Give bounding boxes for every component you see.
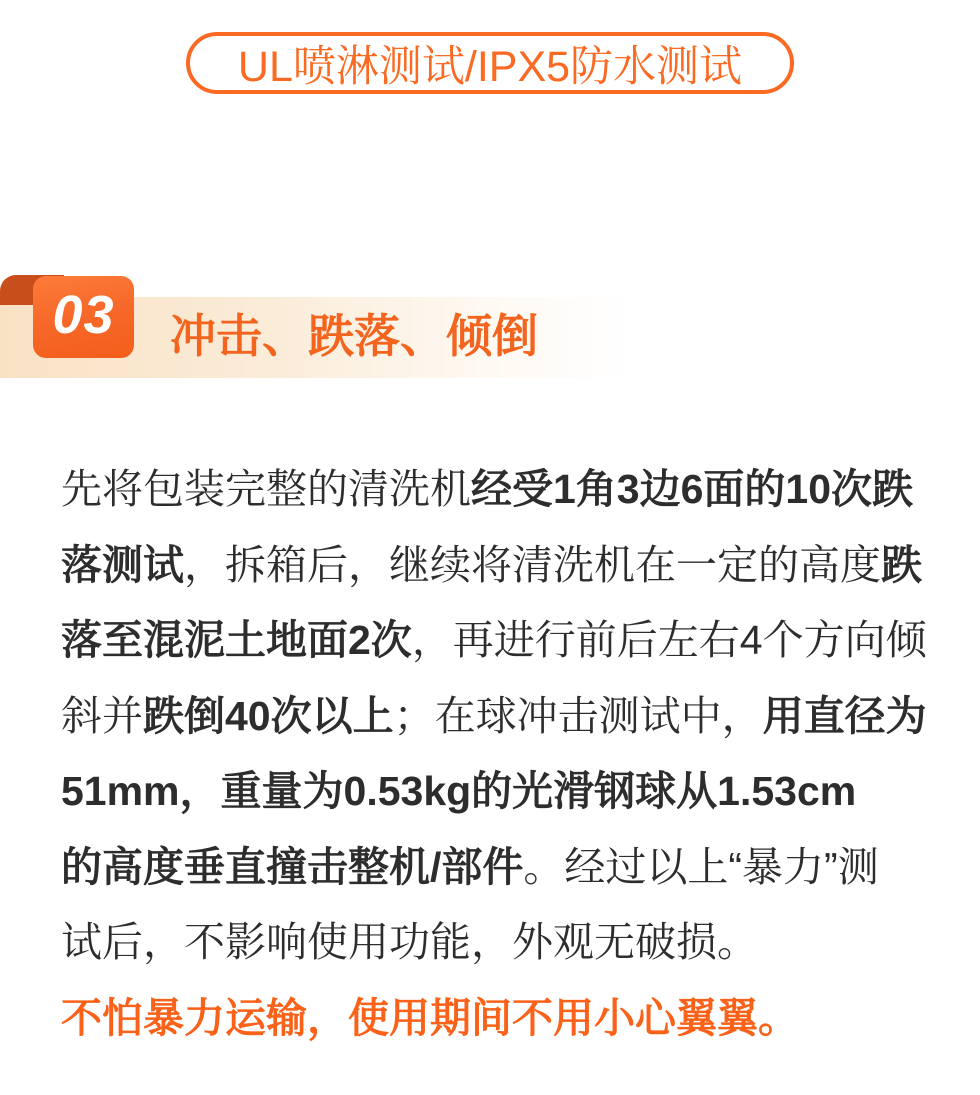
section-title: 冲击、跌落、倾倒 [170,310,538,362]
highlight-text-segment: 不怕暴力运输，使用期间不用小心翼翼。 [61,994,799,1041]
section-number-badge [33,276,134,358]
text-segment: 用直径为 [762,692,927,739]
section-number: 03 [52,285,115,345]
text-segment: 51mm，重量为0.53kg的光滑钢球从1.53cm [61,768,857,814]
text-segment: 落至混泥土地面2次 [61,617,412,663]
paragraph-line [61,452,941,528]
paragraph-line [61,679,941,755]
paragraph-line [61,981,941,1057]
text-segment: ；在球冲击测试中， [393,692,763,739]
text-segment: 的高度垂直撞击整机/部件 [61,843,524,890]
paragraph-line [61,830,941,906]
text-segment: 。经过以上“暴力”测 [523,843,879,890]
waterproof-test-label: UL喷淋测试/IPX5防水测试 [237,42,743,91]
text-segment: 跌倒40次以上 [143,692,394,739]
paragraph-line [61,528,941,604]
text-segment: 先将包装完整的清洗机 [61,466,471,512]
waterproof-test-pill [186,32,794,94]
text-segment: 斜并 [61,692,143,739]
description-paragraph [61,452,941,1056]
text-segment: 经受1角3边6面的10次跌 [471,466,914,512]
text-segment: 试后，不影响使用功能，外观无破损。 [61,919,758,965]
text-segment: 落测试 [61,541,184,588]
text-segment: ，拆箱后，继续将清洗机在一定的高度 [184,541,881,588]
text-segment: 跌 [881,541,922,588]
paragraph-line [61,603,941,679]
paragraph-line [61,905,941,981]
text-segment: ，再进行前后左右4个方向倾 [411,617,927,663]
paragraph-line [61,754,941,830]
